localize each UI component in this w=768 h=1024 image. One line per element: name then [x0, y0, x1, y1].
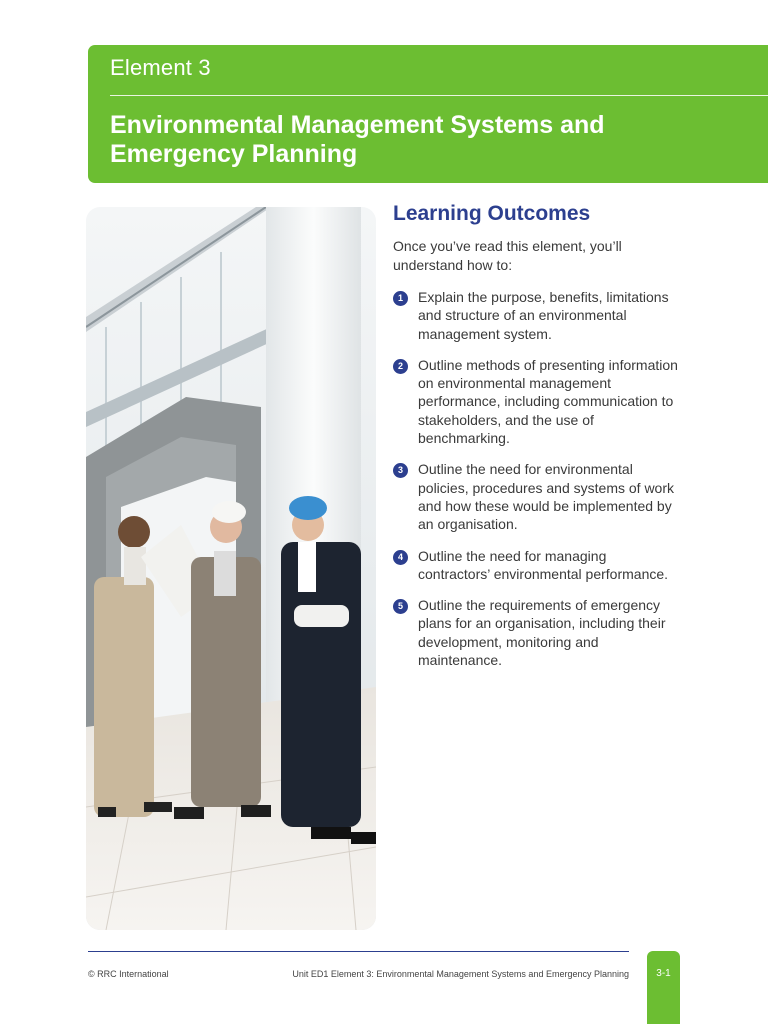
learning-outcomes-section	[393, 200, 678, 682]
outcome-text: Outline the need for managing contractors’ environmental performance.	[418, 547, 669, 582]
outcome-text: Outline the requirements of emergency plans for an organisation, including their development, monitoring and maintenance.	[418, 597, 666, 669]
list-item	[393, 596, 678, 669]
number-badge: 2	[393, 359, 408, 374]
element-title	[110, 111, 710, 169]
element-label: Element 3	[110, 55, 211, 80]
footer-divider	[88, 951, 629, 952]
header-divider	[110, 95, 768, 96]
footer-copyright: © RRC International	[88, 969, 169, 979]
number-badge: 1	[393, 291, 408, 306]
list-item	[393, 356, 678, 447]
intro-line-1: Once you’ve read this element, you’ll	[393, 238, 622, 254]
page-number-tab	[647, 951, 680, 1024]
number-badge: 5	[393, 599, 408, 614]
list-item	[393, 547, 678, 584]
outcome-text: Outline the need for environmental policies, procedures and systems of work and how these would be implemented by an organisation.	[418, 461, 674, 533]
list-item	[393, 288, 678, 343]
learning-outcomes-heading: Learning Outcomes	[393, 202, 591, 225]
outcome-text: Outline methods of presenting information on environmental management performance, including communication to stakeholders, and the use of benchmarking.	[418, 356, 678, 447]
element-header-banner	[88, 45, 768, 183]
page-number: 3-1	[656, 968, 671, 979]
businessmen-photo	[86, 207, 376, 930]
element-title-line-1: Environmental Management Systems and	[110, 111, 605, 139]
learning-outcomes-intro	[393, 237, 678, 274]
learning-outcomes-list	[393, 288, 678, 669]
footer-running-title: Unit ED1 Element 3: Environmental Management Systems and Emergency Planning	[292, 969, 629, 979]
element-title-line-2: Emergency Planning	[110, 140, 358, 168]
intro-line-2: understand how to:	[393, 256, 513, 273]
number-badge: 4	[393, 550, 408, 565]
outcome-text: Explain the purpose, benefits, limitations and structure of an environmental management system.	[418, 289, 669, 342]
number-badge: 3	[393, 463, 408, 478]
list-item	[393, 460, 678, 533]
